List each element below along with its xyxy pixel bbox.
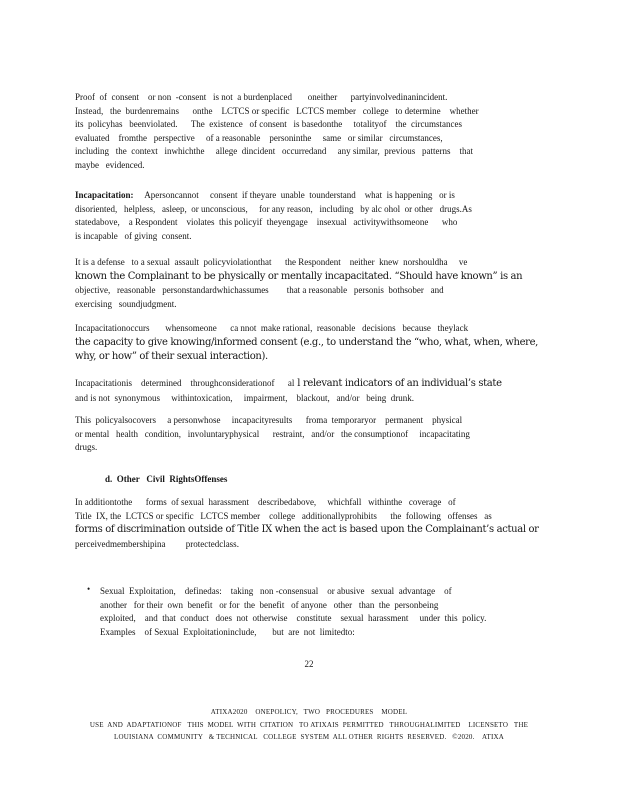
text-line: [100, 598, 543, 612]
heading-other-civil-rights-offenses: [105, 472, 543, 486]
text-segment: perceivedmembershipina protectedclass.: [75, 538, 239, 549]
text-segment: is incapable of giving consent.: [75, 230, 192, 241]
bullet-sexual-exploitation: [87, 584, 543, 638]
text-line: [75, 269, 543, 284]
text-segment: d. Other Civil RightsOffenses: [105, 474, 228, 484]
text-line: [75, 391, 543, 405]
text-line: [75, 427, 543, 441]
text-line: [75, 537, 543, 551]
text-line: [100, 584, 543, 598]
text-segment: Incapacitationoccurs whensomeone ca nnot make rational, reasonable decisions because theylack: [75, 323, 469, 333]
text-segment: In additiontothe forms of sexual harassment describedabove, whichfall withinthe coverage of: [75, 497, 456, 507]
text-segment: Incapacitation:: [75, 190, 134, 200]
text-segment: l relevant indicators of an individual’s state: [294, 378, 502, 389]
text-line: [75, 718, 543, 731]
footer-copyright: [75, 705, 543, 743]
text-segment: disoriented, helpless, asleep, or unconscious, for any reason, including by alc ohol or other drugs.As: [75, 203, 472, 214]
text-line: [75, 349, 543, 364]
text-segment: its policyhas beenviolated. The existence of consent is basedonthe totalityof the circumstances: [75, 119, 462, 129]
text-line: [75, 158, 543, 172]
text-segment: known the Complainant to be physically or mentally incapacitated. “Should have known” is an: [75, 270, 523, 282]
text-segment: Title IX, the LCTCS or specific LCTCS member college additionallyprohibits the following offenses as: [75, 510, 492, 521]
bullet-icon: •: [87, 584, 91, 594]
text-line: [75, 705, 543, 718]
text-segment: ATIXA2020 ONEPOLICY, TWO PROCEDURES MODEL: [210, 708, 408, 716]
text-line: [75, 215, 543, 229]
text-segment: 22: [304, 659, 314, 669]
text-line: [105, 472, 543, 486]
text-segment: objective, reasonable personstandardwhichassumes that a reasonable personis bothsober and: [75, 285, 444, 295]
text-segment: forms of discrimination outside of Title IX when the act is based upon the Complainant’s actual or: [75, 524, 539, 535]
text-segment: This policyalsocovers a personwhose incapacityresults froma temporaryor permanent physical: [75, 415, 463, 425]
text-line: [75, 321, 543, 335]
text-segment: Instead, the burdenremains onthe LCTCS or specific LCTCS member college to determine whether: [75, 105, 479, 116]
text-segment: another for their own benefit or for the benefit of anyone other than the personbeing: [100, 599, 439, 610]
text-segment: LOUISIANA COMMUNITY & TECHNICAL COLLEGE SYSTEM ALL OTHER RIGHTS RESERVED. ©2020. ATIXA: [114, 733, 504, 742]
text-line: [75, 104, 543, 118]
text-segment: Examples of Sexual Exploitationinclude, but are not limitedto:: [100, 626, 355, 637]
text-line: [75, 376, 543, 391]
paragraph-proof-of-consent: [75, 90, 543, 171]
text-line: [100, 611, 543, 625]
text-line: [75, 283, 543, 297]
text-line: [75, 495, 543, 509]
text-line: [75, 90, 543, 104]
text-segment: evaluated fromthe perspective of a reasonable personinthe same or similar circumstances,: [75, 132, 443, 143]
text-line: [75, 144, 543, 158]
text-line: [75, 413, 543, 427]
text-segment: Sexual Exploitation, definedas: taking non -consensual or abusive sexual advantage of: [100, 586, 452, 596]
text-line: [75, 730, 543, 743]
text-segment: the capacity to give knowing/informed consent (e.g., to understand the “who, what, when, where,: [75, 336, 538, 348]
text-line: [75, 255, 543, 269]
text-line: [75, 117, 543, 131]
paragraph-policy-also-covers: [75, 413, 543, 454]
text-segment: It is a defense to a sexual assault policyviolationthat the Respondent neither knew norshouldha ve: [75, 257, 468, 267]
text-segment: Incapacitationis determined throughconsiderationof al: [75, 378, 295, 388]
text-segment: why, or how” of their sexual interaction).: [75, 351, 268, 362]
text-line: [75, 202, 543, 216]
text-segment: or mental health condition, involuntaryphysical restraint, and/or the consumptionof incapacitating: [75, 428, 470, 439]
paragraph-incapacitation-determined: [75, 376, 543, 404]
text-segment: Proof of consent or non -consent is not a burdenplaced oneither partyinvolvedinanincident.: [75, 92, 448, 102]
text-segment: USE AND ADAPTATIONOF THIS MODEL WITH CITATION TO ATIXAIS PERMITTED THROUGHALIMITED LICENSETO THE: [89, 720, 529, 729]
text-segment: Apersoncannot consent if theyare unable tounderstand what is happening or is: [133, 190, 455, 200]
text-segment: exploited, and that conduct does not otherwise constitute sexual harassment under this policy.: [100, 613, 487, 623]
text-line: [75, 131, 543, 145]
text-segment: statedabove, a Respondent violates this policyif theyengage insexual activitywithsomeone who: [75, 217, 458, 227]
text-line: [75, 335, 543, 350]
paragraph-incapacitation-occurs: [75, 321, 543, 364]
text-line: [75, 509, 543, 523]
text-line: [75, 657, 543, 671]
text-line: [75, 522, 543, 537]
page-number: [75, 657, 543, 671]
text-line: [75, 440, 543, 454]
text-line: [75, 297, 543, 311]
paragraph-defense-should-have-known: [75, 255, 543, 310]
text-segment: drugs.: [75, 442, 98, 452]
text-line: [75, 229, 543, 243]
paragraph-in-addition-title-ix: [75, 495, 543, 550]
text-segment: maybe evidenced.: [75, 159, 145, 170]
text-segment: exercising soundjudgment.: [75, 298, 177, 309]
text-line: [75, 188, 543, 202]
text-segment: including the context inwhichthe allege dincident occurredand any similar, previous patterns that: [75, 146, 474, 156]
paragraph-incapacitation-definition: [75, 188, 543, 242]
text-line: [100, 625, 543, 639]
text-segment: and is not synonymous withintoxication, impairment, blackout, and/or being drunk.: [75, 392, 414, 403]
